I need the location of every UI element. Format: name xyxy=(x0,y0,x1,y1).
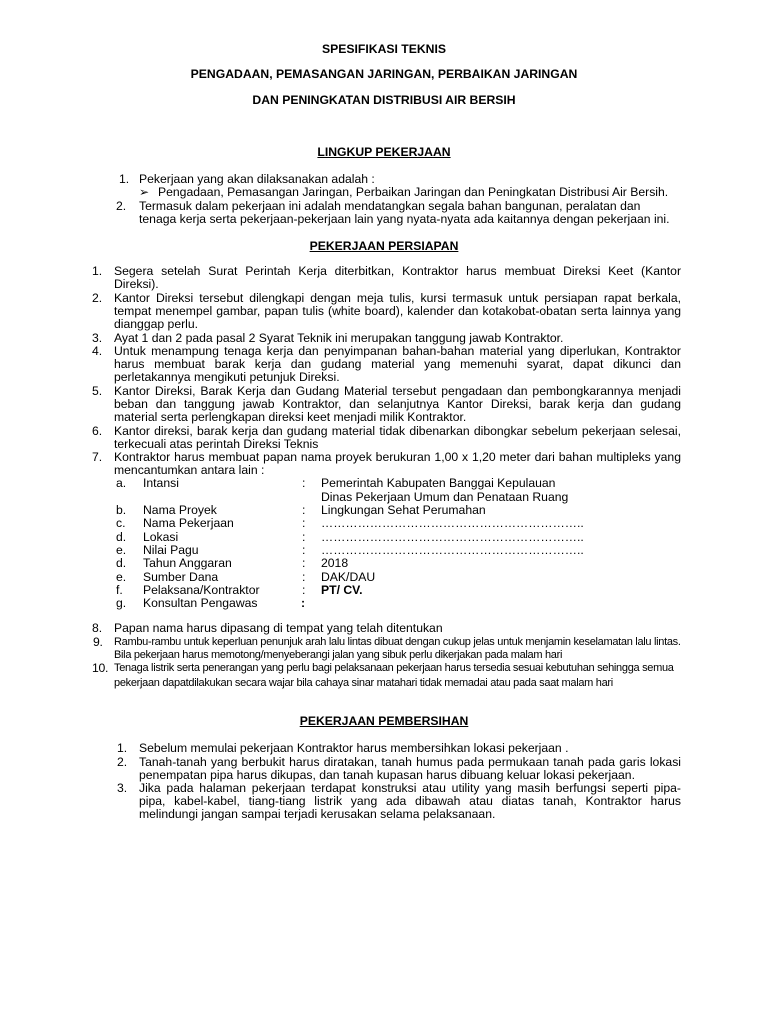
list-item: Segera setelah Surat Perintah Kerja diterbitkan, Kontraktor harus membuat Direksi Keet (Kantor xyxy=(114,264,681,278)
list-number: 10. xyxy=(92,661,109,675)
list-item: Tanah-tanah yang berbukit harus diratakan, tanah humus pada permukaan tanah pada garis lokasi xyxy=(139,755,681,769)
table-row-label: Tahun Anggaran xyxy=(143,556,232,570)
table-row-value-pt: PT xyxy=(321,583,337,597)
table-row-colon: : xyxy=(302,503,306,517)
table-row-colon: : xyxy=(302,583,306,597)
list-item: Rambu-rambu untuk keperluan penunjuk arah lalu lintas dibuat dengan cukup jelas untuk menjamin keselamatan lalu lintas. xyxy=(114,636,681,648)
section-heading-persiapan: PEKERJAAN PERSIAPAN xyxy=(309,239,459,253)
table-row-label: Nama Proyek xyxy=(143,503,217,517)
table-row-colon: : xyxy=(302,556,306,570)
table-row-label: Nilai Pagu xyxy=(143,543,199,557)
list-number: 2. xyxy=(116,199,127,213)
table-row-letter: b. xyxy=(116,503,127,517)
list-item-cont: penempatan pipa harus dikupas, dan tanah kupasan harus dibuang keluar lokasi pekerjaan. xyxy=(139,768,635,782)
list-item: Ayat 1 dan 2 pada pasal 2 Syarat Teknik ini merupakan tanggung jawab Kontraktor. xyxy=(114,331,564,345)
list-number: 7. xyxy=(92,450,103,464)
list-item: Untuk menampung tenaga kerja dan penyimpanan bahan-bahan material yang diperlukan, Kontraktor xyxy=(114,344,681,358)
table-row-value-cv: / CV. xyxy=(336,583,363,597)
list-item: Papan nama harus dipasang di tempat yang telah ditentukan xyxy=(114,621,443,635)
table-row-label: Sumber Dana xyxy=(143,570,219,584)
list-item-cont: perletakannya mengikuti petunjuk Direksi. xyxy=(114,370,340,384)
table-row-label: Nama Pekerjaan xyxy=(143,516,234,530)
list-item: Termasuk dalam pekerjaan ini adalah mendatangkan segala bahan bangunan, peralatan dan xyxy=(139,199,641,213)
table-row-value: Lingkungan Sehat Perumahan xyxy=(321,503,486,517)
list-number: 3. xyxy=(117,781,128,795)
list-number: 3. xyxy=(92,331,103,345)
table-row-letter: g. xyxy=(116,596,127,610)
table-row-value: ……………………………………………………….. xyxy=(321,543,584,557)
table-row-letter: a. xyxy=(116,476,127,490)
section-heading-lingkup: LINGKUP PEKERJAAN xyxy=(317,145,451,159)
list-item-cont: Direksi). xyxy=(114,277,159,291)
list-item: Pekerjaan yang akan dilaksanakan adalah : xyxy=(139,172,375,186)
table-row-letter: d. xyxy=(116,556,127,570)
list-number: 9. xyxy=(93,635,103,649)
doc-title: SPESIFIKASI TEKNIS xyxy=(322,42,446,56)
table-row-value: ……………………………………………………….. xyxy=(321,516,584,530)
arrow-bullet-icon: ➢ xyxy=(139,185,150,199)
list-item-cont: harus membuat barak kerja dan gudang material yang memenuhi syarat, dapat dikunci dan xyxy=(114,357,681,371)
table-row-colon: : xyxy=(302,570,306,584)
table-row-value xyxy=(321,584,363,597)
list-number: 5. xyxy=(92,384,103,398)
list-item-cont: Bila pekerjaan harus memotong/menyeberangi jalan yang sibuk perlu dikerjakan pada malam hari xyxy=(114,649,563,661)
table-row-letter: e. xyxy=(116,543,127,557)
list-number: 6. xyxy=(92,424,103,438)
list-item-cont-text: pekerjaan dapatdilakukan secara wajar bila cahaya sinar matahari tidak memadai atau pada saat malam hari xyxy=(114,677,613,689)
list-item-cont: beban dan tanggung jawab Kontraktor, dan selanjutnya Kantor Direksi, barak kerja dan gudang xyxy=(114,397,681,411)
list-item-cont: terkecuali atas perintah Direksi Teknis xyxy=(114,437,319,451)
doc-subtitle-2: DAN PENINGKATAN DISTRIBUSI AIR BERSIH xyxy=(252,93,516,107)
list-item: Tenaga listrik serta penerangan yang perlu bagi pelaksanaan pekerjaan harus tersedia sesuai kebutuhan sehingga semua xyxy=(114,662,674,674)
list-item: Kantor direksi, barak kerja dan gudang material tidak dibenarkan dibongkar sebelum pekerjaan selesai, xyxy=(114,424,681,438)
table-row-colon: : xyxy=(302,543,306,557)
list-number: 1. xyxy=(117,741,128,755)
list-item-cont: material serta perlengkapan direksi keet menjadi milik Kontraktor. xyxy=(114,410,467,424)
table-row-colon: : xyxy=(302,530,306,544)
table-row-value: 2018 xyxy=(321,556,349,570)
list-number: 4. xyxy=(92,344,103,358)
list-item-cont xyxy=(114,676,613,690)
list-item: Kontraktor harus membuat papan nama proyek berukuran 1,00 x 1,20 meter dari bahan multipleks yang xyxy=(114,450,681,464)
table-row-label: Konsultan Pengawas xyxy=(143,596,258,610)
list-item: Kantor Direksi, Barak Kerja dan Gudang Material tersebut pengadaan dan pembongkarannya menjadi xyxy=(114,384,681,398)
table-row-label: Intansi xyxy=(143,476,179,490)
list-number: 1. xyxy=(92,264,103,278)
table-row-colon: : xyxy=(301,596,306,610)
table-row-colon: : xyxy=(302,476,306,490)
table-row-value: DAK/DAU xyxy=(321,570,376,584)
list-item-cont: tempat menempel gambar, papan tulis (white board), kalender dan kotakobat-obatan serta lainnya yang xyxy=(114,304,681,318)
list-number: 1. xyxy=(119,172,130,186)
list-item-cont: melindungi jangan sampai terjadi kerusakan selama pelaksanaan. xyxy=(139,807,496,821)
list-number: 2. xyxy=(92,291,103,305)
table-row-label: Lokasi xyxy=(143,530,179,544)
table-row-value: ……………………………………………………….. xyxy=(321,530,584,544)
table-row-value: Dinas Pekerjaan Umum dan Penataan Ruang xyxy=(321,490,569,504)
table-row-letter: e. xyxy=(116,570,127,584)
list-item: Jika pada halaman pekerjaan terdapat konstruksi atau utility yang masih berfungsi seperti pipa- xyxy=(139,781,681,795)
table-row-letter: f. xyxy=(116,583,123,597)
list-item-cont: dianggap perlu. xyxy=(114,317,199,331)
list-number: 8. xyxy=(92,621,103,635)
list-item-cont: tenaga kerja serta pekerjaan-pekerjaan lain yang nyata-nyata ada kaitannya dengan pekerjaan ini. xyxy=(139,212,670,226)
list-number: 2. xyxy=(117,755,128,769)
list-item-cont: pipa, kabel-kabel, tiang-tiang listrik yang ada dibawah atau diatas tanah, Kontraktor harus xyxy=(139,794,681,808)
table-row-value: Pemerintah Kabupaten Banggai Kepulauan xyxy=(321,476,556,490)
doc-subtitle-1: PENGADAAN, PEMASANGAN JARINGAN, PERBAIKAN JARINGAN xyxy=(190,67,578,81)
table-row-letter: c. xyxy=(116,516,126,530)
section-heading-pembersihan: PEKERJAAN PEMBERSIHAN xyxy=(299,714,469,728)
table-row-colon: : xyxy=(302,516,306,530)
list-subitem: Pengadaan, Pemasangan Jaringan, Perbaikan Jaringan dan Peningkatan Distribusi Air Bersih. xyxy=(158,185,669,199)
table-row-label: Pelaksana/Kontraktor xyxy=(143,583,260,597)
table-row-letter: d. xyxy=(116,530,127,544)
list-item: Sebelum memulai pekerjaan Kontraktor harus membersihkan lokasi pekerjaan . xyxy=(139,741,569,755)
list-item: Kantor Direksi tersebut dilengkapi dengan meja tulis, kursi termasuk untuk persiapan rapat berkala, xyxy=(114,291,681,305)
list-item-cont: mencantumkan antara lain : xyxy=(114,463,265,477)
